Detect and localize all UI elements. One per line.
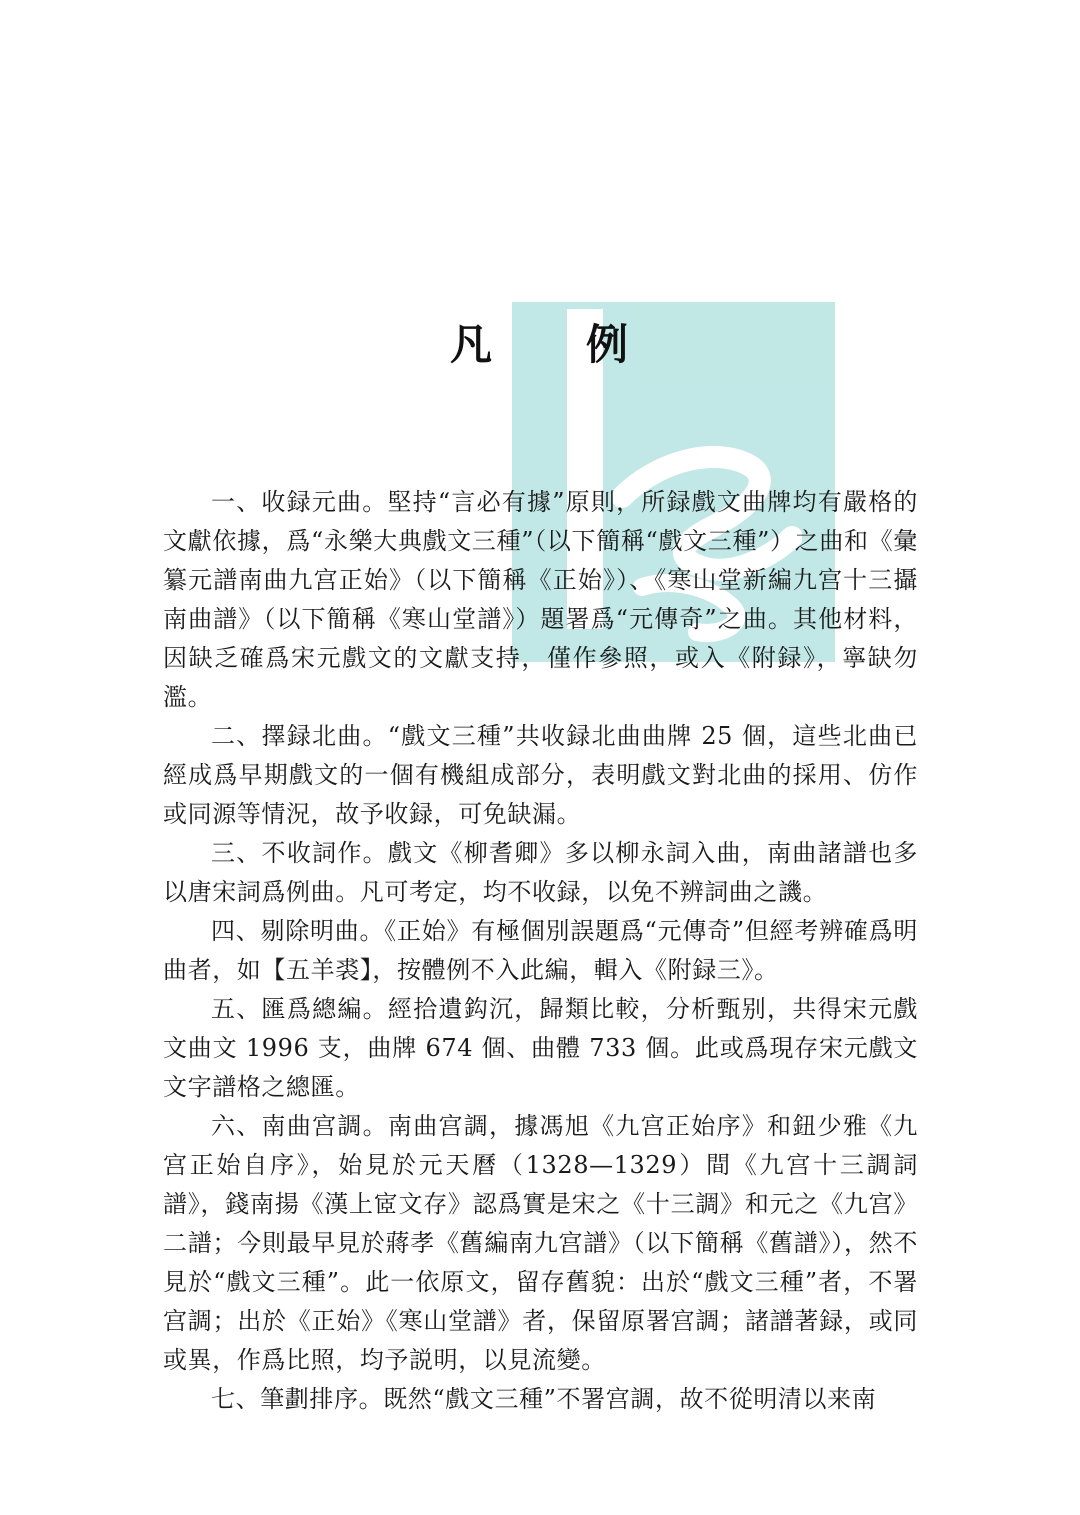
paragraph-7: 七、筆劃排序。既然“戲文三種”不署宫調，故不從明清以来南 <box>211 1385 877 1413</box>
paragraph-5: 五、匯爲總編。經拾遺鈎沉，歸類比較，分析甄别，共得宋元戲文曲文 1996 支，曲牌 674 個、曲體 733 個。此或爲現存宋元戲文文字譜格之總匯。 <box>163 995 918 1101</box>
paragraph-4: 四、剔除明曲。《正始》有極個別誤題爲“元傳奇”但經考辨確爲明曲者，如【五羊裘】，按體例不入此編，輯入《附録三》。 <box>163 917 918 984</box>
body-text <box>163 483 918 1419</box>
paragraph-6: 六、南曲宫調。南曲宫調，據馮旭《九宫正始序》和鈕少雅《九宫正始自序》，始見於元天曆（1328—1329）間《九宫十三調詞譜》，錢南揚《漢上宧文存》認爲實是宋之《十三調》和元之《九宫》二譜；今則最早見於蔣孝《舊編南九宫譜》（以下簡稱《舊譜》），然不見於“戲文三種”。此一依原文，留存舊貌：出於“戲文三種”者，不署宫調；出於《正始》《寒山堂譜》者，保留原署宫調；諸譜著録，或同或異，作爲比照，均予説明，以見流變。 <box>163 1112 918 1374</box>
heading-char-1: 凡 <box>450 320 493 369</box>
heading-char-2: 例 <box>586 320 629 369</box>
paragraph-1: 一、收録元曲。堅持“言必有據”原則，所録戲文曲牌均有嚴格的文獻依據，爲“永樂大典戲文三種”（以下簡稱“戲文三種”）之曲和《彙纂元譜南曲九宫正始》（以下簡稱《正始》）、《寒山堂新編九宫十三攝南曲譜》（以下簡稱《寒山堂譜》）題署爲“元傳奇”之曲。其他材料，因缺乏確爲宋元戲文的文獻支持，僅作參照，或入《附録》，寧缺勿濫。 <box>163 488 918 711</box>
paragraph-3: 三、不收詞作。戲文《柳耆卿》多以柳永詞入曲，南曲諸譜也多以唐宋詞爲例曲。凡可考定，均不收録，以免不辨詞曲之譏。 <box>163 839 918 906</box>
paragraph-2: 二、擇録北曲。“戲文三種”共收録北曲曲牌 25 個，這些北曲已經成爲早期戲文的一個有機組成部分，表明戲文對北曲的採用、仿作或同源等情況，故予收録，可免缺漏。 <box>163 722 918 828</box>
page-heading <box>0 318 1080 372</box>
